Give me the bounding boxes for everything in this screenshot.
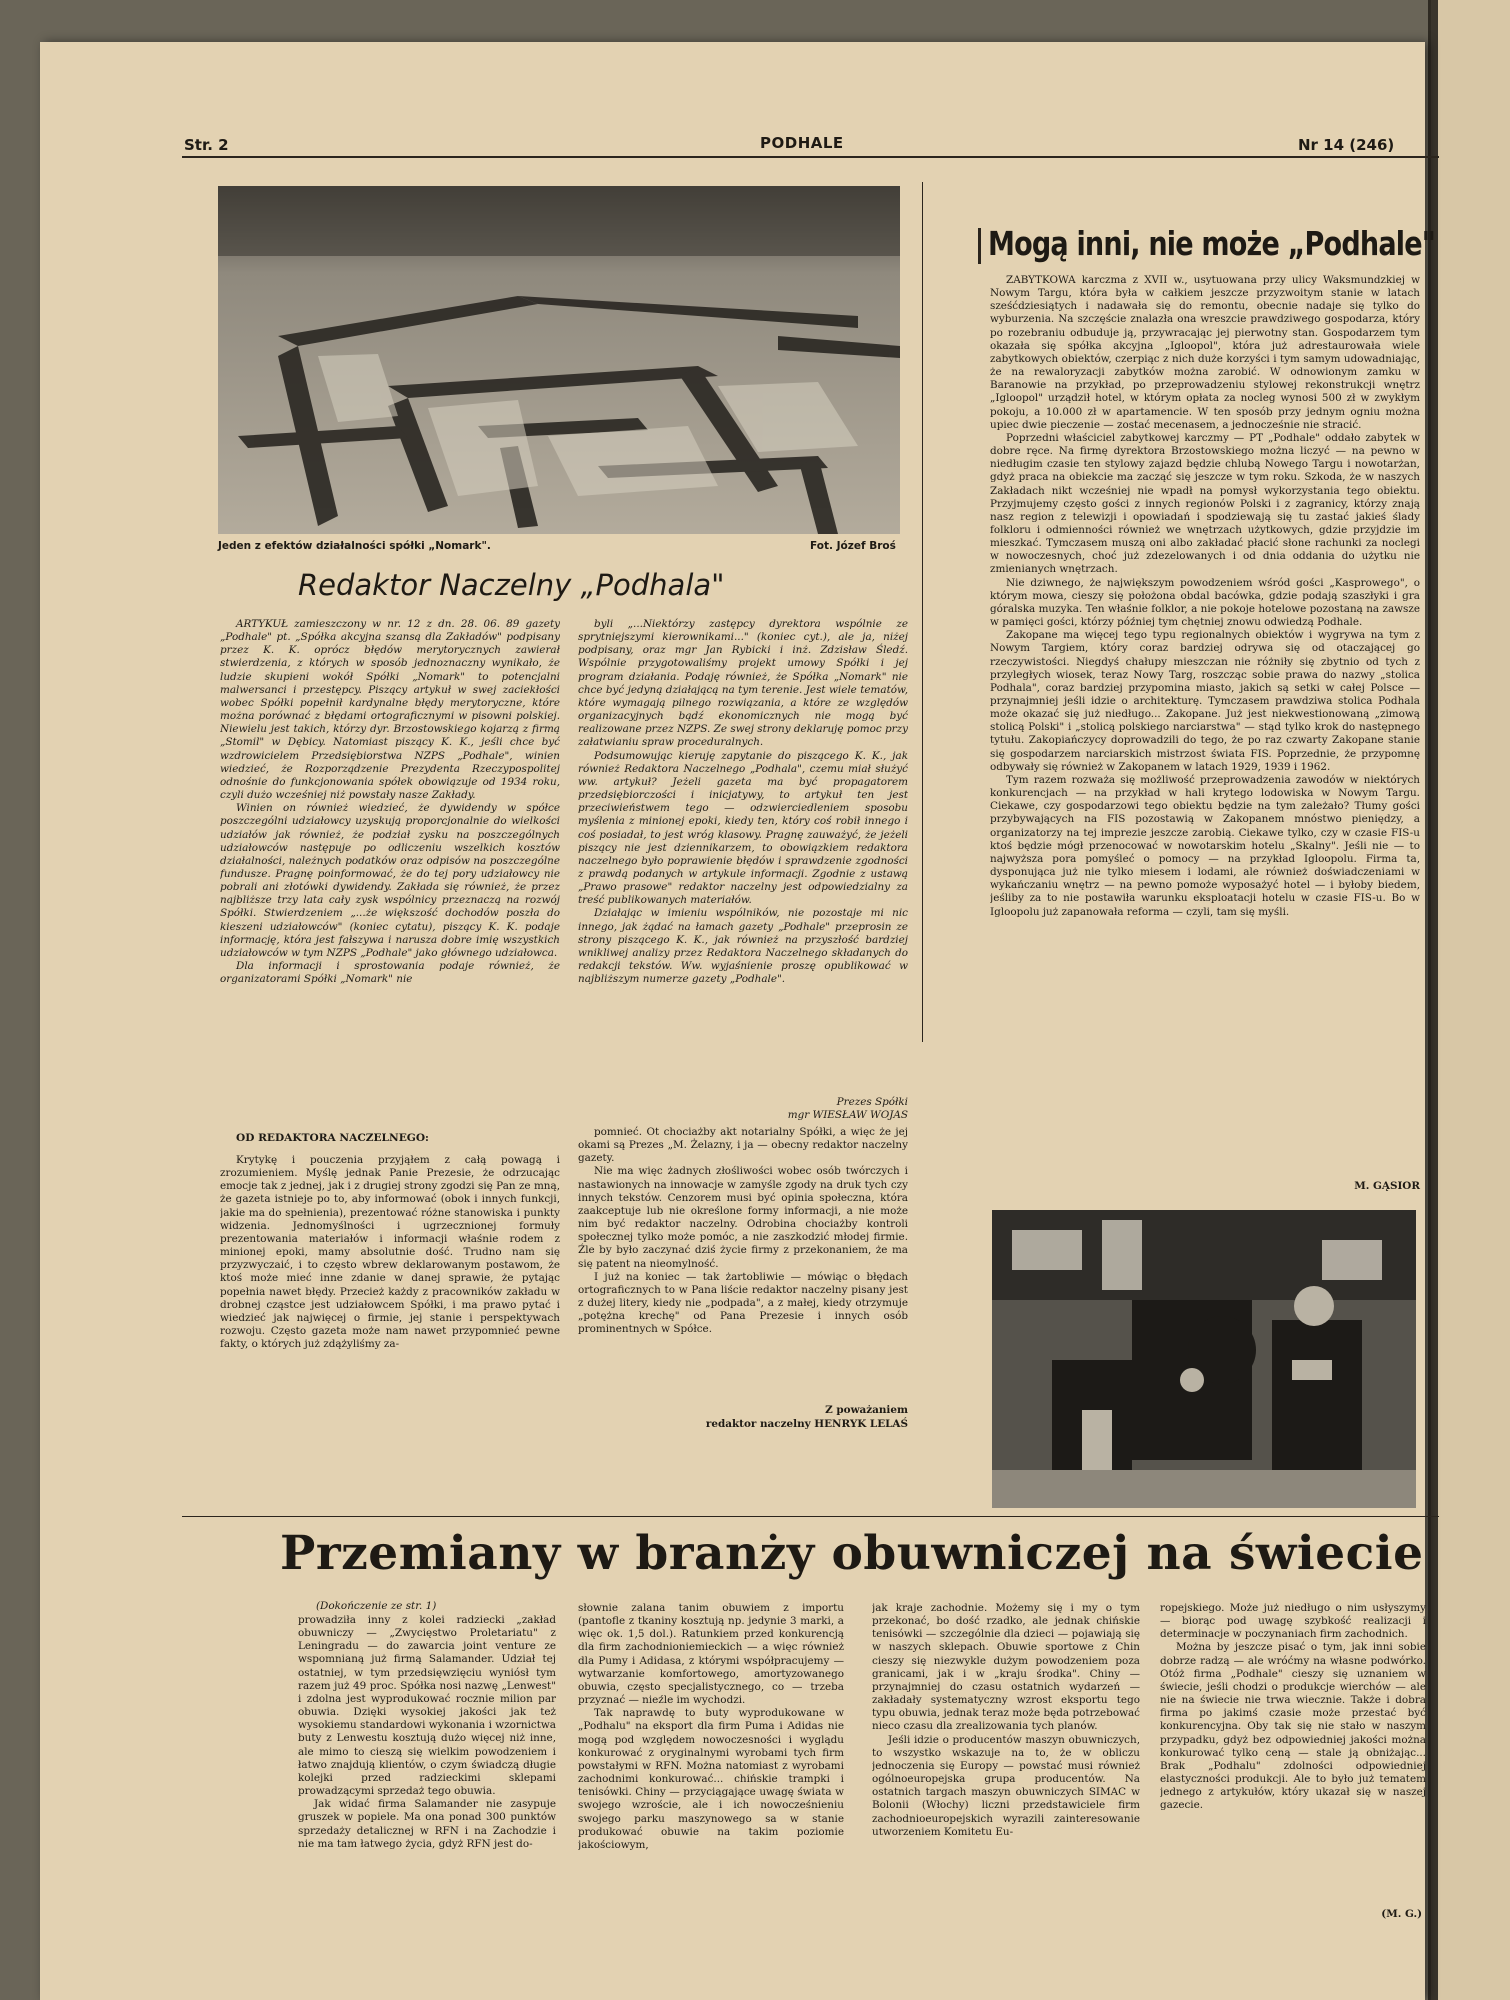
paragraph: Podsumowując kieruję zapytanie do piszącego K. K., jak również Redaktora Naczelnego „Podhala", czemu miał służyć ww. artykuł? Jeżeli gazeta ma być propagatorem przedsiębiorczości i inicjatywy, to artykuł ten jest przeciwieństwem tego — odzwierciedleniem sposobu myślenia z minionej epoki, kiedy ten, który coś robił innego i coś posiadał, to jest wróg klasowy. Pragnę zauważyć, że jeżeli piszący nie jest dziennikarzem, to obowiązkiem redaktora naczelnego było poprawienie błędów i sprawdzenie zgodności z prawdą podanych w artykule informacji. Zgodnie z ustawą „Prawo prasowe" redaktor naczelny jest odpowiedzialny za treść publikowanych materiałów. <box>578 749 908 907</box>
paragraph: jak kraje zachodnie. Możemy się i my o tym przekonać, bo dość rzadko, ale jednak chińskie tenisówki — szczególnie dla dzieci — pojawiają się w naszych sklepach. Obuwie sportowe z Chin cieszy się niezwykle dużym powodzeniem poza granicami, jak i w „kraju środka". Chiny — przynajmniej do czasu ostatnich wydarzeń — zakładały systematyczny wzrost eksportu tego typu obuwia, jednak teraz może będa potrzebować nieco czasu dla zrealizowania tych planów. <box>872 1602 1140 1733</box>
przemiany-col3 <box>872 1602 1140 1922</box>
paragraph: Nie dziwnego, że największym powodzeniem wśród gości „Kasprowego", o którym mowa, cieszy się położona obdal bacówka, gdzie podają szaszłyki i gra góralska muzyka. Ten właśnie folklor, a nie pokoje hotelowe pozostaną na zawsze w pamięci gości, którzy później tym chętniej znowu odwiedzą Podhale. <box>990 576 1420 629</box>
reply-col2 <box>578 1126 908 1400</box>
paragraph: Tym razem rozważa się możliwość przeprowadzenia zawodów w niektórych konkurencjach — na przykład w hali krytego lodowiska w Nowym Targu. Ciekawe, czy gospodarzowi tego obiektu będzie na tym zależało? Tłumy gości przybywających na FIS pozostawią w Zakopanem mnóstwo pieniędzy, a organizatorzy na tej imprezie jeszcze zarobią. Ciekawe tylko, czy w czasie FIS-u ktoś będzie mógł przenocować w nowotarskim hotelu „Skalny". Jeśli nie — to najwyższa pora pomyśleć o pomocy — na przykład Igloopolu. Firma ta, dysponująca już nie tylko miesem i lodami, ale również doświadczeniami w wykańczaniu wnętrz — na pewno pomoże wyposażyć hotel — i byłoby biedem, jeśliby za to nie postawiła warunku eksploatacji hotelu w czasie FIS-u. Bo w Igloopolu już zapanowała reforma — czyli, tam się myśli. <box>990 773 1420 918</box>
przemiany-col1 <box>298 1614 556 1922</box>
headline-przemiany: Przemiany w branży obuwniczej na świecie <box>280 1526 1424 1581</box>
paragraph: ARTYKUŁ zamieszczony w nr. 12 z dn. 28. 06. 89 gazety „Podhale" pt. „Spółka akcyjna szansą dla Zakładów" podpisany przez K. K. oprócz błędów merytorycznych zawierał stwierdzenia, z których w sposób jednoznaczny wynikało, że ludzie skupieni wokół Spółki „Nomark" to potencjalni malwersanci i przestępcy. Piszący artykuł w swej zaciekłości wobec Spółki popełnił kardynalne błędy merytoryczne, które można porównać z błędami ortograficznymi w pisowni polskiej. Niewielu jest takich, którzy dyr. Brzostowskiego kojarzą z firmą „Stomil" w Dębicy. Natomiast piszący K. K., jeśli chce być wzdrowicielem Przedsiębiorstwa NZPS „Podhale", winien wiedzieć, że Rozporządzenie Prezydenta Rzeczypospolitej odnośnie do funkcjonowania spółek obowiązuje od 1934 roku, czyli dużo wcześniej niż powstały nasze Zakłady. <box>220 618 560 802</box>
reply-sign-name: redaktor naczelny HENRYK LELAŚ <box>705 1418 908 1430</box>
headline-redaktor: Redaktor Naczelny „Podhala" <box>298 568 725 602</box>
paragraph: Jak widać firma Salamander nie zasypuje gruszek w popiele. Ma ona ponad 300 punktów sprzedaży detalicznej w RFN i na Zachodzie i nie ma tam łatwego życia, gdyż RFN jest do- <box>298 1798 556 1850</box>
przemiany-signature: (M. G.) <box>1381 1908 1422 1920</box>
paragraph: Poprzedni właściciel zabytkowej karczmy — PT „Podhale" oddało zabytek w dobre ręce. Na firmę dyrektora Brzostowskiego można liczyć — na pewno w niedługim czasie ten stylowy zajazd będzie chlubą Nowego Targu i nowotarżan, gdyż praca na obiekcie ma zacząć się jeszcze w tym roku. Szkoda, że w naszych Zakładach nikt wcześniej nie wpadł na pomysł wykorzystania tego obiektu. Przyjmujemy często gości z innych regionów Polski i z zagranicy, którzy znają nasz region z telewizji i opowiadań i spodziewają się tu zastać jakieś ślady folkloru i odmienności również we wnętrzach użytkowych, gdzie przyjdzie im mieszkać. Tymczasem muszą oni albo zakładać płacić słone rachunki za noclegi w nowoczesnych, choć już zdezelowanych i od dnia oddania do użytku nie zmienianych wnętrzach. <box>990 431 1420 576</box>
paragraph: prowadziła inny z kolei radziecki „zakład obuwniczy — „Zwycięstwo Proletariatu" z Leningradu — do zawarcia joint venture ze wspomnianą już firmą Salamander. Udział tej ostatniej, w tym przedsięwzięciu wyniósł tym razem już 49 proc. Spółka nosi nazwę „Lenwest" i zdolna jest wyprodukować rocznie milion par obuwia. Dzięki wysokiej jakości jak też wysokiemu standardowi wykonania i wzornictwa buty z Lenwestu kosztują dużo więcej niż inne, ale mimo to cieszą się wielkim powodzeniem i łatwo znajdują klientów, o czym świadczą długie kolejki przed radzieckimi sklepami prowadzącymi sprzedaż tego obuwia. <box>298 1614 556 1798</box>
przemiany-col4 <box>1160 1602 1426 1902</box>
signature-name: mgr WIESŁAW WOJAS <box>787 1109 908 1121</box>
paragraph: Dla informacji i sprostowania podaje również, że organizatorami Spółki „Nomark" nie <box>220 960 560 986</box>
headline-mogainni: Mogą inni, nie może „Podhale" <box>988 224 1436 263</box>
paragraph: Jeśli idzie o producentów maszyn obuwniczych, to wszystko wskazuje na to, że w obliczu jednoczenia się Europy — powstać musi również ogólnoeuropejska grupa producentów. Na ostatnich targach maszyn obuwniczych SIMAC w Bolonii (Włochy) liczni przedstawiciele firm zachodnioeuropejskich wyrazili zainteresowanie utworzeniem Komitetu Eu- <box>872 1733 1140 1838</box>
mogainni-signature: M. GĄSIOR <box>1354 1180 1420 1192</box>
redaktor-col2 <box>578 618 908 1096</box>
przemiany-col2 <box>578 1602 844 1922</box>
paragraph: słownie zalana tanim obuwiem z importu (pantofle z tkaniny kosztują np. jedynie 3 marki, a więc ok. 1,5 dol.). Ratunkiem przed konkurencją dla firm zachodnioniemieckich — a więc również dla Pumy i Adidasa, z którymi współpracujemy — wytwarzanie komfortowego, amortyzowanego obuwia, często specjalistycznego, co — trzeba przyznać — nieźle im wychodzi. <box>578 1602 844 1707</box>
header-rule <box>182 156 1439 158</box>
photo1-caption: Jeden z efektów działalności spółki „Nomark". <box>218 540 491 552</box>
paragraph: I już na koniec — tak żartobliwie — mówiąc o błędach ortograficznych to w Pana liście redaktor naczelny pisany jest z dużej litery, kiedy nie „podpada", a z małej, kiedy otrzymuje „potężna krechę" od Pana Prezesie i innych osób prominentnych w Spółce. <box>578 1270 908 1336</box>
paragraph: Winien on również wiedzieć, że dywidendy w spółce poszczególni udziałowcy uzyskują proporcjonalnie do wielkości udziałów jak również, że podział zysku na poszczególnych udziałowców następuje po odliczeniu wszelkich kosztów działalności, należnych podatków oraz odpisów na poszczególne fundusze. Pragnę poinformować, że do tej pory udziałowcy nie pobrali ani złotówki dywidendy. Zakłada się również, że przez najbliższe trzy lata cały zysk wspólnicy przeznaczą na rozwój Spółki. Stwierdzeniem „...że większość dochodów poszła do kieszeni udziałowców" (koniec cytatu), piszący K. K. podaje informację, która jest fałszywa i narusza dobre imię wszystkich udziałowców w tym NZPS „Podhale" jako głównego udziałowca. <box>220 802 560 959</box>
newspaper-title: PODHALE <box>760 134 844 152</box>
section-rule <box>182 1516 1439 1517</box>
continuation-note: (Dokończenie ze str. 1) <box>316 1600 437 1612</box>
paragraph: Tak naprawdę to buty wyprodukowane w „Podhalu" na eksport dla firm Puma i Adidas nie mogą pod względem nowoczesności i wyglądu konkurować z oryginalnymi wyrobami tych firm powstałymi w RFN. Można natomiast z wyrobami zachodnimi konkurować... chińskie trampki i tenisówki. Chiny — przyciągające uwagę świata w swojego wzroście, ale i ich nowocześnieniu swojego parku maszynowego sa w stanie produkować obuwie na takim poziomie jakościowym, <box>578 1707 844 1851</box>
page-label: Str. 2 <box>184 136 229 154</box>
mogainni-body <box>990 274 1420 1174</box>
paragraph: ZABYTKOWA karczma z XVII w., usytuowana przy ulicy Waksmundzkiej w Nowym Targu, która była w całkiem jeszcze przyzwoitym stanie w latach sześćdziesiątych i nadawała się do remontu, obecnie nadaje się tylko do wyburzenia. Na szczęście znalazła ona wreszcie prawdziwego gospodarza, który po rozebraniu odbuduje ją, przywracając jej pierwotny stan. Gospodarzem tym okazała się spółka akcyjna „Igloopol", która już adrestaurowała wiele zabytkowych obiektów, czerpiąc z nich duże korzyści i tym samym udowadniając, że na rewaloryzacji zabytków można zarobić. W odnowionym zamku w Baranowie na przykład, po przeprowadzeniu stylowej rekonstrukcji wnętrz „Igloopol" urządził hotel, w którym opłata za nocleg wynosi 500 zł w zwykłym pokoju, a 10.000 zł w apartamencie. W ten sposób przy jednym ogniu można upiec dwie pieczenie — zostać mecenasem, a jednocześnie nie stracić. <box>990 274 1420 431</box>
column-rule <box>922 182 923 1042</box>
reply-heading: OD REDAKTORA NACZELNEGO: <box>236 1132 429 1144</box>
signature-role: Prezes Spółki <box>836 1096 908 1108</box>
reply-sign-greeting: Z poważaniem <box>825 1404 908 1416</box>
paragraph: byli „...Niektórzy zastępcy dyrektora wspólnie ze sprytniejszymi kierownikami..." (koniec cyt.), ale ja, niżej podpisany, oraz mgr Jan Rybicki i inż. Zdzisław Śledź. Wspólnie przygotowaliśmy projekt umowy Spółki i jej program działania. Podaję również, że Spółka „Nomark" nie chce być jedyną działającą na tym terenie. Jest wiele tematów, które wymagają pilnego rozwiązania, a które ze względów organizacyjnych bądź ekonomicznych nie mogą być realizowane przez NZPS. Ze swej strony deklaruję pomoc przy załatwianiu spraw proceduralnych. <box>578 618 908 749</box>
photo-nomark-grid <box>218 186 900 534</box>
photo1-credit: Fot. Józef Broś <box>810 540 896 552</box>
photo-workshop <box>992 1210 1416 1508</box>
paragraph: pomnieć. Ot chociażby akt notarialny Spółki, a więc że jej okami są Prezes „M. Żelazny, i ja — obecny redaktor naczelny gazety. <box>578 1126 908 1165</box>
paragraph: Można by jeszcze pisać o tym, jak inni sobie dobrze radzą — ale wróćmy na własne podwórko. Otóż firma „Podhale" cieszy się uznaniem w świecie, jeśli chodzi o produkcje wierchów — ale nie na świecie nie trwa wiecznie. Także i dobra firma po jakimś czasie może przestać być konkurencyjna. Oby tak się nie stało w naszym przypadku, gdyż bez odpowiedniej jakości można konkurować tylko ceną — stale ją obniżając... Brak „Podhalu" zdolności odpowiedniej elastyczności produkcji. Ale to było już tematem jednego z artykułów, który ukazał się w naszej gazecie. <box>1160 1641 1426 1812</box>
adjacent-page-edge <box>1428 0 1510 2000</box>
issue-number: Nr 14 (246) <box>1298 136 1395 154</box>
headline-bar <box>978 228 981 264</box>
paragraph: Krytykę i pouczenia przyjąłem z całą powagą i zrozumieniem. Myślę jednak Panie Prezesie, że odrzucając emocje tak z jednej, jak i z drugiej strony zgodzi się Pan ze mną, że gazeta istnieje po to, aby informować (obok i innych funkcji, jakie ma do spełnienia), prezentować różne stanowiska i punkty widzenia. Jednomyślności i ugrzecznionej formuły prezentowania materiałów i informacji właśnie rodem z minionej epoki, mamy absolutnie dość. Trudno nam się przyzwyczaić, i to często wbrew deklarowanym postawom, że ktoś może mieć inne zdanie w danej sprawie, że pytając popełnia nawet błędy. Przecież każdy z pracowników zakładu w drobnej cząstce jest udziałowcem Spółki, i ma prawo pytać i wiedzieć jak najwięcej o firmie, jej stanie i perspektywach rozwoju. Często gazeta może nam nawet przypomnieć pewne fakty, o których już zdążyliśmy za- <box>220 1154 560 1351</box>
redaktor-col1 <box>220 618 560 1128</box>
paragraph: Nie ma więc żadnych złośliwości wobec osób twórczych i nastawionych na innowacje w zamyśle zgody na druk tych czy innych tekstów. Cenzorem musi być opinia społeczna, która zaakceptuje lub nie określone formy informacji, a nie może nim być redaktor naczelny. Odrobina chociażby kontroli społecznej tylko może pomóc, a nie zaszkodzić młodej firmie. Źle by było zaczynać dziś życie firmy z przekonaniem, że ma się patent na nieomylność. <box>578 1165 908 1270</box>
paragraph: Działając w imieniu wspólników, nie pozostaje mi nic innego, jak żądać na łamach gazety „Podhale" przeprosin ze strony piszącego K. K., jak również na przyszłość bardziej wnikliwej analizy przez Redaktora Naczelnego składanych do redakcji tekstów. Ww. wyjaśnienie proszę opublikować w najbliższym numerze gazety „Podhale". <box>578 907 908 986</box>
reply-col1 <box>220 1154 560 1444</box>
newspaper-page <box>40 42 1436 2000</box>
paragraph: ropejskiego. Może już niedługo o nim usłyszymy — biorąc pod uwagę szybkość realizacji i determinacje w poczynaniach firm zachodnich. <box>1160 1602 1426 1641</box>
paragraph: Zakopane ma więcej tego typu regionalnych obiektów i wygrywa na tym z Nowym Targiem, który coraz bardziej odrywa się od otaczającej go rzeczywistości. Niegdyś chałupy mieszczan nie różniły się zbytnio od tych z przyległych wiosek, teraz Nowy Targ, roszcząc sobie prawa do nazwy „stolica Podhala", coraz bardziej przypomina miasto, jakich są setki w całej Polsce — przynajmniej jeśli idzie o architekturę. Tymczasem prawdziwa stolica Podhala może okazać się już niedługo... Zakopane. Już jest niekwestionowaną „zimową stolicą Polski" i „stolicą polskiego narciarstwa" — stąd tylko krok do następnego tytułu. Zakopiańczycy doprowadzili do tego, że po raz czwarty Zakopane stanie się gospodarzem narciarskich mistrzost świata FIS. Poprzednie, że przypomnę odbywały się również w Zakopanem w latach 1929, 1939 i 1962. <box>990 629 1420 773</box>
